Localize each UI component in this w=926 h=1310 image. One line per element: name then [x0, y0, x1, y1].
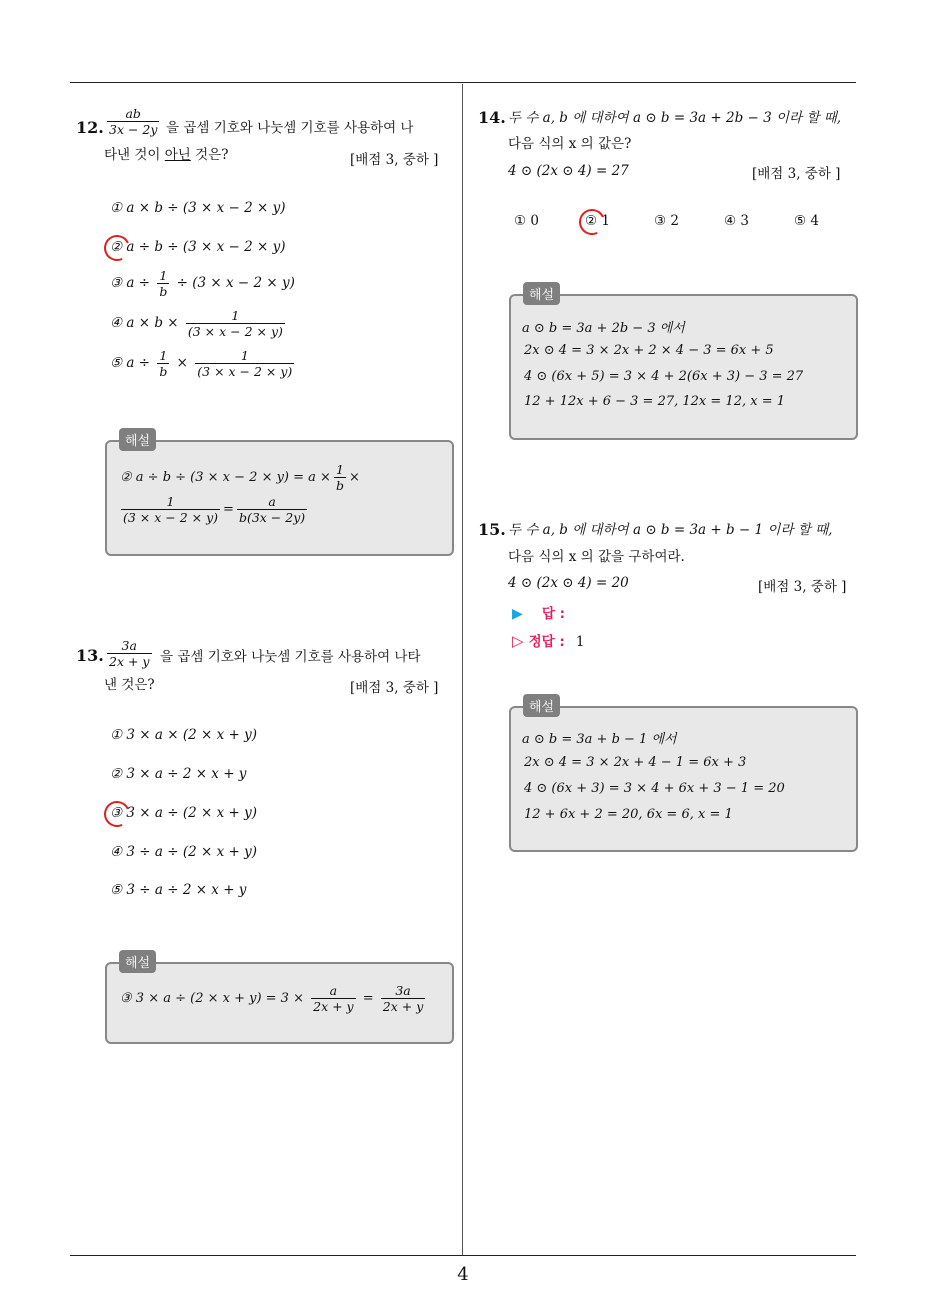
question-number: 13.: [76, 646, 104, 665]
question-text-line1: 두 수 a, b 에 대하여 a ⊙ b = 3a + b − 1 이라 할 때,: [508, 522, 833, 538]
grade-label: [배점 3, 중하 ]: [752, 166, 841, 182]
option-4[interactable]: ④ a × b × $\frac{1}{(3 \times x - 2 \times y)}$: [110, 308, 283, 339]
question-number: 12.: [76, 118, 104, 137]
question-text-line2: 타낸 것이 아닌 것은?: [104, 147, 229, 163]
question-text-line2: 다음 식의 x 의 값을 구하여라.: [508, 549, 685, 565]
play-arrow-icon: ▶: [512, 606, 523, 622]
answer-label: 답 :: [541, 606, 566, 622]
option-1[interactable]: ① 0: [514, 213, 539, 229]
selected-answer-circle: [575, 205, 608, 238]
explanation-line-3: 4 ⊙ (6x + 3) = 3 × 4 + 6x + 3 − 1 = 20: [524, 781, 785, 796]
explanation-line-1: ③ 3 × a ÷ (2 × x + y) = 3 × $\frac{a}{2x + y}$ = $\frac{3a}{2x + y}$: [120, 983, 424, 1014]
selected-answer-circle: [100, 231, 133, 264]
page-number: 4: [457, 1264, 469, 1285]
option-5[interactable]: ⑤ a ÷ $\frac{1}{b}$ × $\frac{1}{(3 \times x - 2 \times y)}$: [110, 348, 293, 379]
correct-answer-value: 1: [575, 634, 585, 650]
grade-label: [배점 3, 중하 ]: [350, 680, 439, 696]
question-text-line1: 을 곱셈 기호와 나눗셈 기호를 사용하여 나: [166, 120, 414, 136]
explanation-label: 해설: [119, 428, 156, 451]
selected-answer-circle: [100, 797, 133, 830]
bottom-rule: [70, 1255, 856, 1256]
correct-answer-row: [512, 630, 585, 650]
hollow-arrow-icon: ▷: [512, 632, 524, 650]
question-equation: 4 ⊙ (2x ⊙ 4) = 20: [508, 575, 629, 591]
option-3[interactable]: ③ 3 × a ÷ (2 × x + y): [110, 805, 257, 821]
option-5[interactable]: ⑤ 3 ÷ a ÷ 2 × x + y: [110, 882, 247, 898]
grade-label: [배점 3, 중하 ]: [758, 579, 847, 595]
option-5[interactable]: ⑤ 4: [794, 213, 819, 229]
option-1[interactable]: ① a × b ÷ (3 × x − 2 × y): [110, 200, 286, 216]
top-rule: [70, 82, 856, 83]
option-2[interactable]: ② a ÷ b ÷ (3 × x − 2 × y): [110, 239, 286, 255]
explanation-line-2: $\frac{1}{(3 \times x - 2 \times y)}$ = $\frac{a}{b(3x - 2y)}$: [123, 494, 306, 525]
option-1[interactable]: ① 3 × a × (2 × x + y): [110, 727, 257, 743]
explanation-label: 해설: [523, 694, 560, 717]
explanation-label: 해설: [523, 282, 560, 305]
explanation-label: 해설: [119, 950, 156, 973]
question-fraction: $\frac{3a}{2x + y}$: [109, 638, 150, 669]
question-text-line2: 낸 것은?: [104, 677, 155, 693]
correct-answer-label: 정답 :: [528, 634, 565, 650]
column-divider: [462, 84, 463, 1256]
option-2[interactable]: ② 3 × a ÷ 2 × x + y: [110, 766, 247, 782]
explanation-line-4: 12 + 12x + 6 − 3 = 27, 12x = 12, x = 1: [524, 394, 785, 409]
option-4[interactable]: ④ 3: [724, 213, 749, 229]
option-3[interactable]: ③ 2: [654, 213, 679, 229]
explanation-line-1: a ⊙ b = 3a + b − 1 에서: [522, 732, 677, 747]
explanation-line-1: ② a ÷ b ÷ (3 × x − 2 × y) = a × $\frac{1}{b}$ ×: [120, 462, 360, 493]
question-text-line1: 두 수 a, b 에 대하여 a ⊙ b = 3a + 2b − 3 이라 할 때,: [508, 110, 842, 126]
grade-label: [배점 3, 중하 ]: [350, 152, 439, 168]
option-4[interactable]: ④ 3 ÷ a ÷ (2 × x + y): [110, 844, 257, 860]
explanation-line-3: 4 ⊙ (6x + 5) = 3 × 4 + 2(6x + 3) − 3 = 27: [524, 369, 804, 384]
answer-row: [512, 602, 565, 622]
option-2[interactable]: ② 1: [585, 213, 610, 229]
question-number: 14.: [478, 108, 506, 127]
question-fraction: $\frac{ab}{3x - 2y}$: [109, 106, 158, 137]
option-3[interactable]: ③ a ÷ $\frac{1}{b}$ ÷ (3 × x − 2 × y): [110, 268, 295, 299]
explanation-box: [509, 294, 858, 440]
question-text-line2: 다음 식의 x 의 값은?: [508, 136, 632, 152]
question-text-line1: 을 곱셈 기호와 나눗셈 기호를 사용하여 나타: [160, 649, 421, 665]
explanation-line-1: a ⊙ b = 3a + 2b − 3 에서: [522, 321, 685, 336]
explanation-line-4: 12 + 6x + 2 = 20, 6x = 6, x = 1: [524, 807, 733, 822]
explanation-line-2: 2x ⊙ 4 = 3 × 2x + 2 × 4 − 3 = 6x + 5: [524, 343, 774, 358]
question-equation: 4 ⊙ (2x ⊙ 4) = 27: [508, 163, 629, 179]
question-number: 15.: [478, 520, 506, 539]
explanation-line-2: 2x ⊙ 4 = 3 × 2x + 4 − 1 = 6x + 3: [524, 755, 747, 770]
